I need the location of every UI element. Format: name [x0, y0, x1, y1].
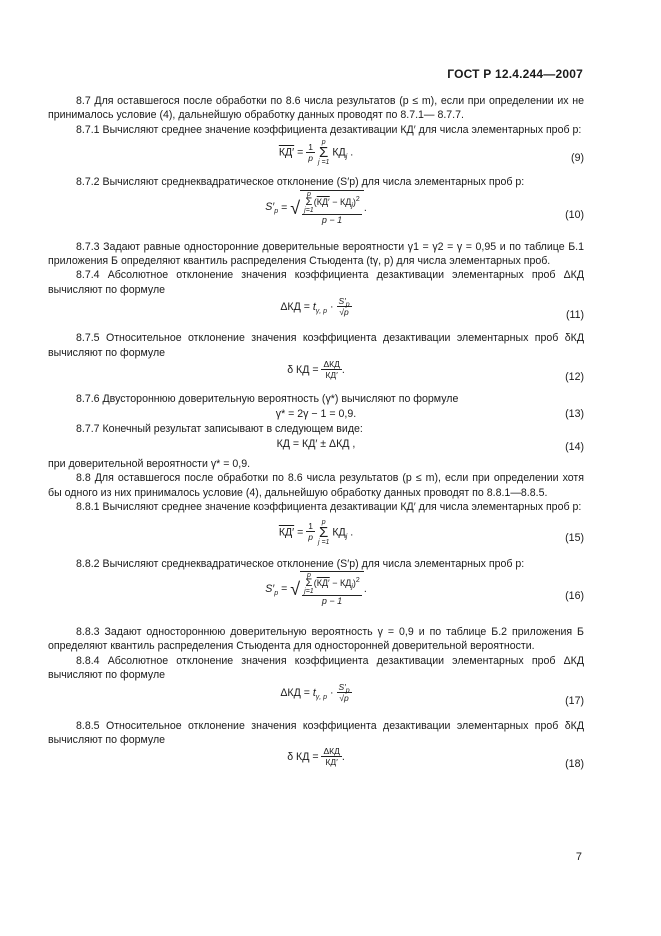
- equation-16: [48, 571, 584, 625]
- equation-9: [48, 139, 584, 175]
- equation-13: [48, 406, 584, 422]
- para-8-8-5: 8.8.5 Относительное отклонение значения коэффициента дезактивации элементарных проб δКД вычисляют по формуле: [48, 719, 584, 746]
- para-8-8-2: 8.8.2 Вычисляют среднеквадратическое отклонение (S′p) для числа элементарных проб p:: [76, 557, 525, 570]
- para-8-7-1: 8.7.1 Вычисляют среднее значение коэффициента дезактивации КД′ для числа элементарных проб p:: [76, 123, 582, 136]
- equation-12: [48, 360, 584, 392]
- formula-rel-deviation: δ КД = ΔКД КД′ .: [287, 359, 345, 381]
- formula-result: КД = КД′ ± ΔКД ,: [276, 438, 356, 451]
- equation-number: (11): [565, 309, 584, 322]
- para-8-7-5: 8.7.5 Относительное отклонение значения коэффициента дезактивации элементарных проб δКД вычисляют по формуле: [48, 332, 584, 359]
- equation-15: [48, 519, 584, 557]
- equation-number: (13): [565, 408, 584, 421]
- equation-number: (16): [565, 589, 584, 602]
- formula-abs-deviation: $\Delta КД = t_{\gamma, p}$ · $\frac{S'_p}{√p}$: [280, 681, 350, 703]
- para-8-8-3: 8.8.3 Задают одностороннюю доверительную вероятность γ = 0,9 и по таблице Б.2 приложения Б определяют квантиль распределения Стьюдента для односторонней доверительной вероятности.: [48, 625, 584, 653]
- para-8-7-7: 8.7.7 Конечный результат записывают в следующем виде:: [76, 423, 363, 436]
- para-8-7-3: 8.7.3 Задают равные односторонние доверительные вероятности γ1 = γ2 = γ = 0,95 и по таблице Б.1 приложения Б определяют квантиль распределения Стьюдента (tγ, p) для числа элементарных проб.: [48, 240, 584, 268]
- para-8-7-2: 8.7.2 Вычисляют среднеквадратическое отклонение (S′p) для числа элементарных проб p:: [76, 176, 525, 189]
- equation-number: (15): [565, 531, 584, 544]
- document-header: ГОСТ Р 12.4.244—2007: [447, 67, 583, 81]
- equation-17: [48, 683, 584, 719]
- equation-number: (18): [565, 758, 584, 771]
- formula-mean: КД′ = $\frac{1}{p}$ p Σ j =1 $КД_j$ .: [278, 518, 354, 546]
- equation-number: (17): [565, 694, 584, 707]
- document-body: [48, 94, 584, 779]
- para-8-7: 8.7 Для оставшегося после обработки по 8.6 числа результатов (p ≤ m), если при определении их не принималось условие (4), дальнейшую обработку данных проводят по 8.7.1— 8.7.7.: [48, 95, 584, 122]
- para-8-8-1: 8.8.1 Вычисляют среднее значение коэффициента дезактивации КД′ для числа элементарных проб p:: [76, 501, 582, 514]
- equation-10: [48, 190, 584, 240]
- formula-mean: КД′ = $\frac{1}{p}$ p Σ j =1 $КД_j$ .: [278, 139, 354, 167]
- para-8-8: 8.8 Для оставшегося после обработки по 8.6 числа результатов (p ≤ m), если при определении хотя бы одного из них принималось условие (4), дальнейшую обработку данных проводят по 8.8.1—8.8.5.: [48, 472, 584, 499]
- page-number: 7: [575, 851, 582, 863]
- formula-confidence: γ* = 2γ − 1 = 0,9.: [275, 407, 357, 420]
- formula-rel-deviation: δ КД = ΔКД КД′ .: [287, 746, 345, 768]
- formula-std-dev: $S'_p$ = √ p Σ j=1 $(КД' - КД_j)^2$ p − 1 .: [265, 190, 367, 225]
- equation-number: (10): [565, 208, 584, 221]
- formula-abs-deviation: $\Delta КД = t_{\gamma, p}$ · $\frac{S'_p}{√p}$: [280, 296, 350, 318]
- para-8-7-6: 8.7.6 Двустороннюю доверительную вероятность (γ*) вычисляют по формуле: [76, 393, 459, 406]
- para-8-7-4: 8.7.4 Абсолютное отклонение значения коэффициента дезактивации элементарных проб ΔКД вычисляют по формуле: [48, 269, 584, 296]
- equation-number: (9): [571, 152, 584, 165]
- formula-std-dev: $S'_p$ = √ p Σ j=1 $(КД' - КД_j)^2$ p − 1 .: [265, 571, 367, 606]
- equation-number: (12): [565, 371, 584, 384]
- equation-14: [48, 437, 584, 457]
- equation-11: [48, 297, 584, 331]
- equation-number: (14): [565, 440, 584, 453]
- equation-18: [48, 747, 584, 779]
- para-8-7-7-continued: при доверительной вероятности γ* = 0,9.: [48, 457, 251, 470]
- para-8-8-4: 8.8.4 Абсолютное отклонение значения коэффициента дезактивации элементарных проб ΔКД вычисляют по формуле: [48, 654, 584, 682]
